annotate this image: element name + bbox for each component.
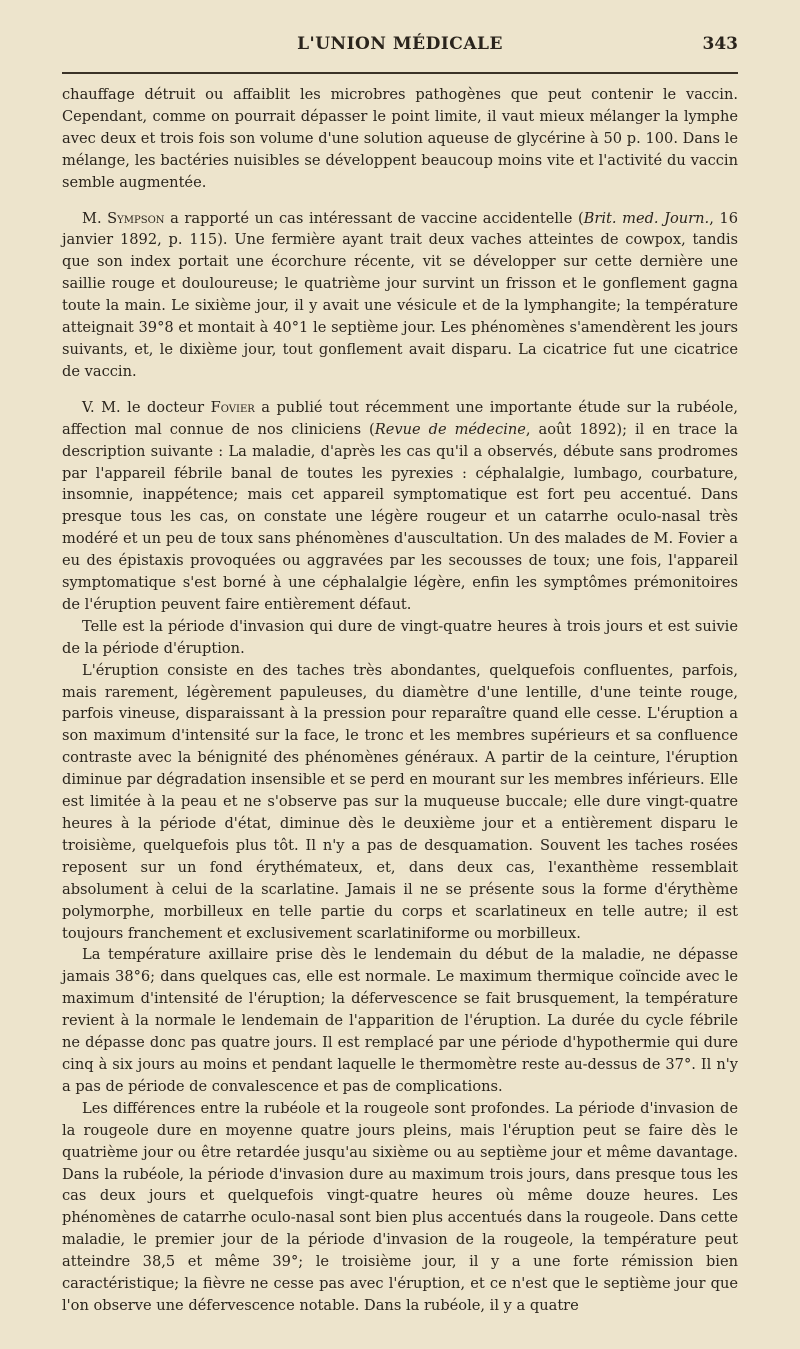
- text-segment: , 16 janvier 1892, p. 115). Une fermière ayant trait deux vaches atteintes de cowpox, tandis que son index portait une écorchure récente, vit se développer sur cette dernière une saillie rouge et douloureuse; le quatrième jour survint un frisson et le gonflement gagna toute la main. Le sixième jour, il y avait une vésicule et de la lymphangite; la température atteignait 39°8 et montait à 40°1 le septième jour. Les phénomènes s'amendèrent les jours suivants, et, le dixième jour, tout gonflement avait disparu. La cicatrice fut une cicatrice de vaccin.: [62, 209, 738, 380]
- page-number: 343: [702, 34, 738, 54]
- paragraph-temperature: [62, 944, 738, 1097]
- text-segment: V. M. le docteur: [82, 398, 211, 416]
- text-segment: L'éruption consiste en des taches très abondantes, quelquefois confluentes, parfois, mais rarement, légèrement papuleuses, du diamètre d'une lentille, d'une teinte rouge, parfois vineuse, disparaissant à la pression pour reparaître quand elle cesse. L'éruption a son maximum d'intensité sur la face, le tronc et les membres supérieurs et sa confluence contraste avec la bénignité des phénomènes généraux. A partir de la ceinture, l'éruption diminue par dégradation insensible et se perd en mourant sur les membres inférieurs. Elle est limitée à la peau et ne s'observe pas sur la muqueuse buccale; elle dure vingt-quatre heures à la période d'état, diminue dès le deuxième jour et a entièrement disparu le troisième, quelquefois plus tôt. Il n'y a pas de desquamation. Souvent les taches rosées reposent sur un fond érythémateux, et, dans deux cas, l'exanthème ressemblait absolument à celui de la scarlatine. Jamais il ne se présente sous la forme d'érythème polymorphe, morbilleux en telle partie du corps et scarlatineux en telle autre; il est toujours franchement et exclusivement scarlatiniforme ou morbilleux.: [62, 661, 738, 942]
- text-segment: Brit. med. Journ.: [583, 209, 710, 227]
- text-segment: Sympson: [107, 209, 165, 227]
- text-segment: a publié tout récemment une importante étude sur la rubéole, affection mal connue de nos cliniciens (: [62, 398, 738, 438]
- page-header: [62, 34, 738, 66]
- paragraph-eruption: [62, 660, 738, 945]
- paragraph-differences: [62, 1098, 738, 1317]
- running-title: L'UNION MÉDICALE: [297, 34, 503, 54]
- paragraph-fovier-rubeole: [62, 397, 738, 616]
- article-body: [62, 84, 738, 1317]
- paragraph-invasion-period: [62, 616, 738, 660]
- text-segment: , août 1892); il en trace la description suivante : La maladie, d'après les cas qu'il a observés, débute sans prodromes par l'appareil fébrile banal de toutes les pyrexies : céphalalgie, lumbago, courbature, insomnie, inappétence; mais cet appareil symptomatique est fort peu accentué. Dans presque tous les cas, on constate une légère rougeur et un catarrhe oculo-nasal très modéré et un peu de toux sans phénomènes d'auscultation. Un des malades de M. Fovier a eu des épistaxis provoquées ou aggravées par les secousses de toux; une fois, l'appareil symptomatique s'est borné à une céphalalgie légère, enfin les symptômes prémonitoires de l'éruption peuvent faire entièrement défaut.: [62, 420, 738, 613]
- text-segment: Fovier: [210, 398, 255, 416]
- paragraph-sympson-case: [62, 208, 738, 383]
- text-segment: Telle est la période d'invasion qui dure de vingt-quatre heures à trois jours et est suivie de la période d'éruption.: [62, 617, 738, 657]
- text-segment: a rapporté un cas intéressant de vaccine accidentelle (: [164, 209, 584, 227]
- header-rule: [62, 72, 738, 74]
- text-segment: La température axillaire prise dès le lendemain du début de la maladie, ne dépasse jamais 38°6; dans quelques cas, elle est normale. Le maximum thermique coïncide avec le maximum d'intensité de l'éruption; la défervescence se fait brusquement, la température revient à la normale le lendemain de l'apparition de l'éruption. La durée du cycle fébrile ne dépasse donc pas quatre jours. Il est remplacé par une période d'hypothermie qui dure cinq à six jours au moins et pendant laquelle le thermomètre reste au-dessus de 37°. Il n'y a pas de période de convalescence et pas de complications.: [62, 946, 738, 1095]
- text-segment: chauffage détruit ou affaiblit les microbres pathogènes que peut contenir le vaccin. Cependant, comme on pourrait dépasser le point limite, il vaut mieux mélanger la lymphe avec deux et trois fois son volume d'une solution aqueuse de glycérine à 50 p. 100. Dans le mélange, les bactéries nuisibles se développent beaucoup moins vite et l'activité du vaccin semble augmentée.: [62, 86, 738, 191]
- text-segment: Les différences entre la rubéole et la rougeole sont profondes. La période d'invasion de la rougeole dure en moyenne quatre jours pleins, mais l'éruption peut se faire dès le quatrième jour ou être retardée jusqu'au sixième ou au septième jour et même davantage. Dans la rubéole, la période d'invasion dure au maximum trois jours, dans presque tous les cas deux jours et quelquefois vingt-quatre heures où même douze heures. Les phénomènes de catarrhe oculo-nasal sont bien plus accentués dans la rougeole. Dans cette maladie, le premier jour de la période d'invasion de la rougeole, la température peut atteindre 38,5 et même 39°; le troisième jour, il y a une forte rémission bien caractéristique; la fièvre ne cesse pas avec l'éruption, et ce n'est que le septième jour que l'on observe une défervescence notable. Dans la rubéole, il y a quatre: [62, 1099, 738, 1314]
- text-segment: Revue de médecine: [374, 420, 526, 438]
- text-segment: M.: [82, 209, 108, 227]
- paragraph-vaccine-glycerine: [62, 84, 738, 194]
